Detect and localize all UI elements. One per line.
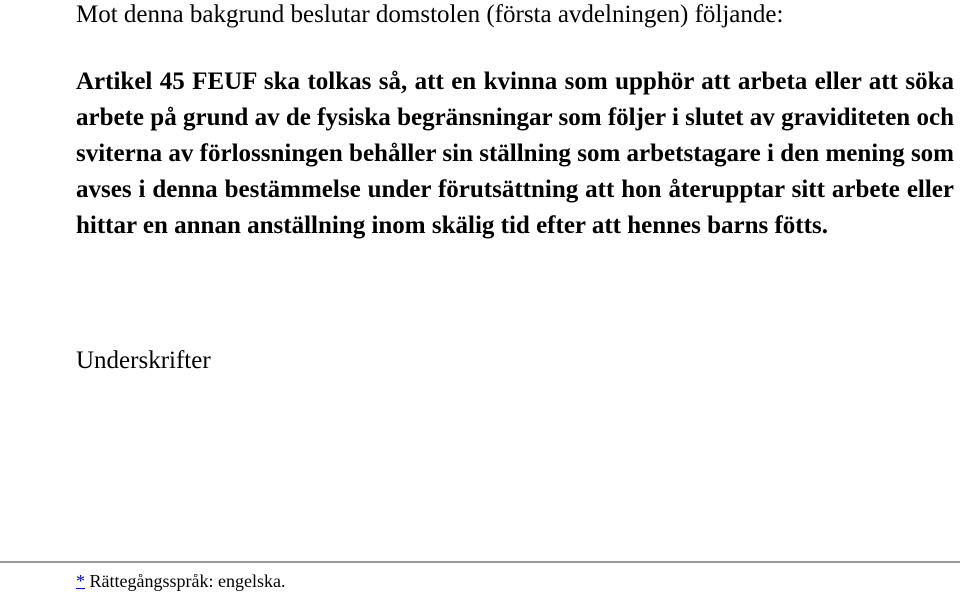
ruling-paragraph: Artikel 45 FEUF ska tolkas så, att en kvinna som upphör att arbeta eller att söka arbete på grund av de fysiska begränsningar som följer i slutet av graviditeten och sviterna av förlossningen behåller sin ställning som arbetstagare i den mening som avses i denna bestämmelse under förutsättning att hon återupptar sitt arbete eller hittar en annan anställning inom skälig tid efter att hennes barns fötts. <box>76 68 954 239</box>
footnote-marker-link[interactable]: * <box>76 571 85 591</box>
signatures-heading: Underskrifter <box>76 347 211 374</box>
footnote-text: Rättegångsspråk: engelska. <box>85 571 286 591</box>
footnote <box>76 569 285 593</box>
intro-paragraph: Mot denna bakgrund beslutar domstolen (första avdelningen) följande: <box>76 1 784 28</box>
footnote-divider <box>0 561 960 563</box>
